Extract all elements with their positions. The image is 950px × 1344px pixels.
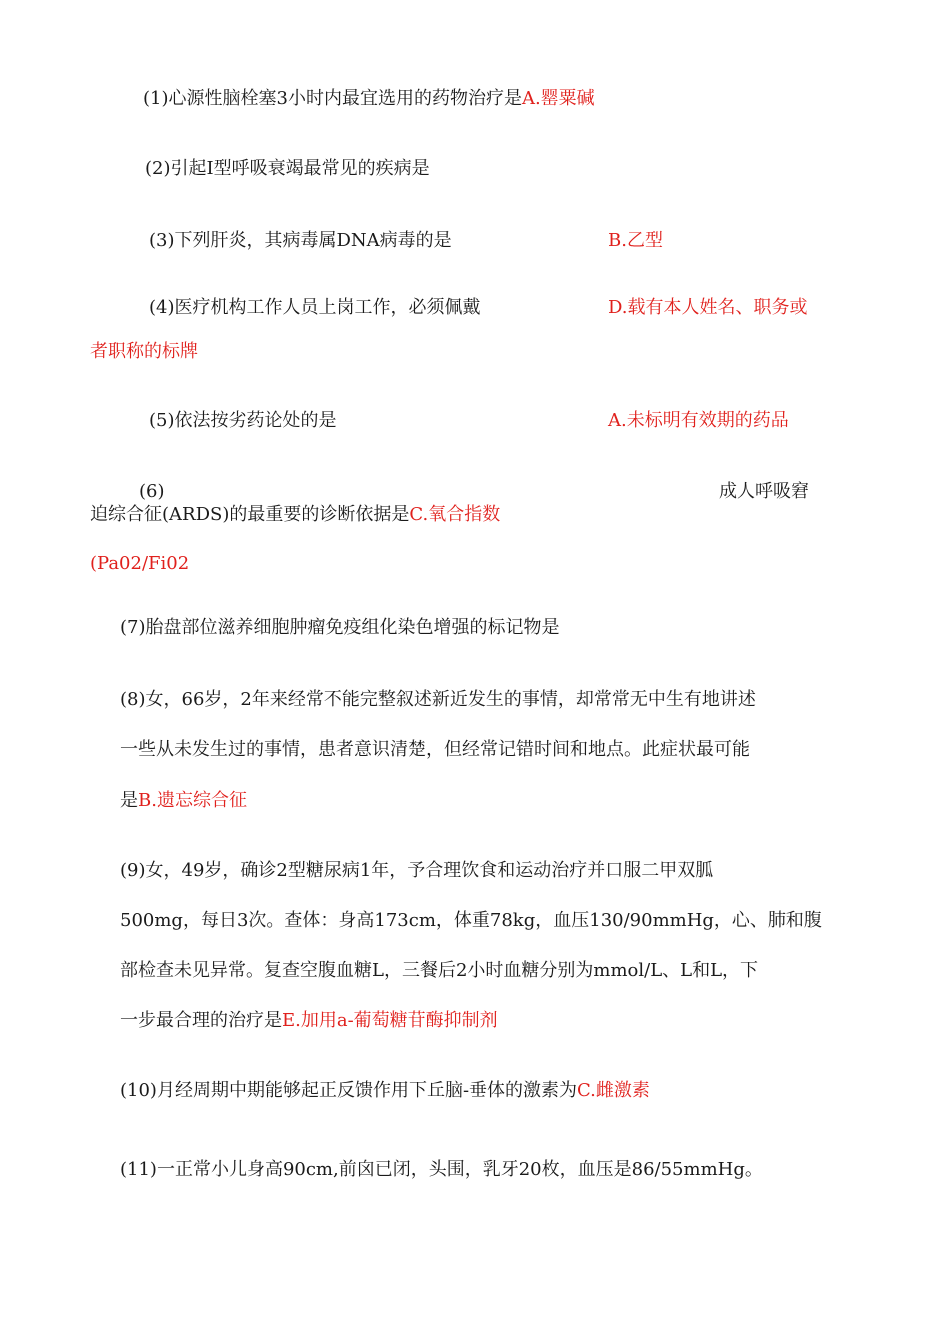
question-text: 迫综合征(ARDS)的最重要的诊断依据是 [90,504,410,525]
answer-5: A.未标明有效期的药品 [608,410,789,431]
question-text: 一步最合理的治疗是 [120,1010,282,1031]
question-4 [149,296,481,320]
answer-4-line-2: 者职称的标牌 [90,341,198,362]
question-8-line-1: (8)女，66岁，2年来经常不能完整叙述新近发生的事情，却常常无中生有地讲述 [120,689,756,710]
question-text: (10)月经周期中期能够起正反馈作用下丘脑-垂体的激素为 [120,1080,578,1101]
question-text: (5)依法按劣药论处的是 [149,410,337,431]
answer-text: E.加用a-葡萄糖苷酶抑制剂 [282,1010,498,1031]
question-1 [143,87,595,111]
answer-text: A.罂粟碱 [521,88,595,109]
question-text: (2)引起I型呼吸衰竭最常见的疾病是 [145,158,430,179]
question-6-number: (6) [139,481,165,502]
answer-text: B.遗忘综合征 [138,790,247,811]
question-text: (3)下列肝炎，其病毒属DNA病毒的是 [149,230,452,251]
question-5 [149,409,337,433]
question-9-line-4 [120,1009,498,1033]
answer-4-line-1: D.载有本人姓名、职务或 [608,297,808,318]
question-text: (7)胎盘部位滋养细胞肿瘤免疫组化染色增强的标记物是 [120,617,560,638]
answer-3: B.乙型 [608,230,663,251]
question-9-line-2: 500mg，每日3次。查体：身高173cm，体重78kg，血压130/90mmHg，心、肺和腹 [120,910,822,931]
question-2 [145,157,430,181]
question-11 [120,1158,763,1182]
question-text: (1)心源性脑栓塞3小时内最宜选用的药物治疗是 [143,88,522,109]
question-6-line-1: 成人呼吸窘 [719,481,809,502]
question-text: (4)医疗机构工作人员上岗工作，必须佩戴 [149,297,481,318]
question-8-line-3 [120,789,247,813]
question-text: 是 [120,790,138,811]
answer-text: C.氧合指数 [409,504,501,525]
question-9-line-1: (9)女，49岁，确诊2型糖尿病1年，予合理饮食和运动治疗并口服二甲双胍 [120,860,714,881]
question-10 [120,1079,650,1103]
question-9-line-3: 部检查未见异常。复查空腹血糖L，三餐后2小时血糖分别为mmol/L、L和L，下 [120,960,759,981]
question-text: (11)一正常小儿身高90cm,前囟已闭，头围，乳牙20枚，血压是86/55mmHg。 [120,1159,763,1180]
question-3 [149,229,452,253]
question-8-line-2: 一些从未发生过的事情，患者意识清楚，但经常记错时间和地点。此症状最可能 [120,739,750,760]
question-7 [120,616,560,640]
answer-6-line-2: (Pa02/Fi02 [90,553,190,574]
answer-text: C.雌激素 [577,1080,650,1101]
question-6-line-2 [90,503,500,527]
